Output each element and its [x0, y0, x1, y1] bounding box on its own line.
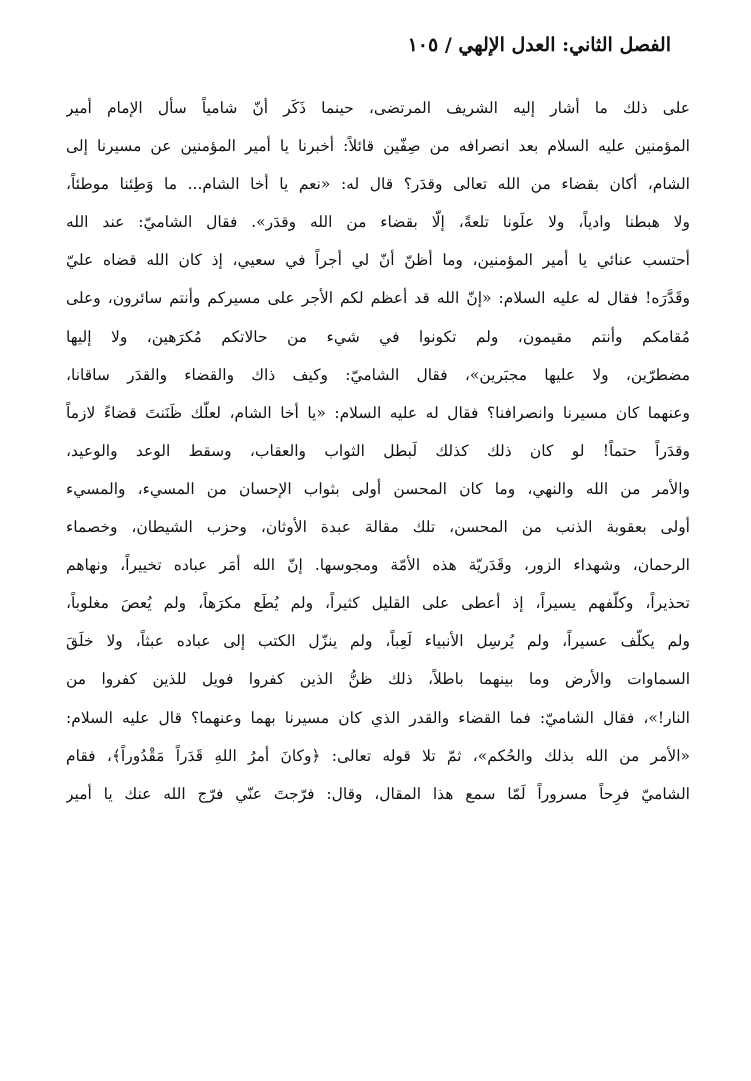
text-line: ولا هبطنا وادياً، ولا علَونا تلعةً، إلّا بقضاء من الله وقدَر». فقال الشاميّ: عند الله [66, 213, 690, 232]
text-line: تحذيراً، وكلّفهم يسيراً، إذ أعطى على القليل كثيراً، ولم يُطَع مكرَهاً، ولم يُعصَ مغلوباً، [66, 594, 690, 613]
body-text [66, 89, 690, 813]
text-line: وقَدَّرَه! فقال له عليه السلام: «إنّ الله قد أعظم لكم الأجر على مسيركم وأنتم سائرون، وعلى [66, 289, 690, 308]
text-line: وعنهما كان مسيرنا وانصرافنا؟ فقال له عليه السلام: «يا أخا الشام، لعلّك ظَنَنتَ قضاءً لازماً [66, 403, 690, 422]
text-line: «الأمر من الله بذلك والحُكم»، ثمّ تلا قوله تعالى: ﴿وكانَ أمرُ اللهِ قَدَراً مَقْدُوراً﴾، فقام [66, 746, 690, 765]
text-line: على ذلك ما أشار إليه الشريف المرتضى، حينما ذَكَر أنّ شامياً سأل الإمام أمير [66, 99, 690, 117]
text-line: وقدَراً حتماً! لو كان ذلك كذلك لَبطل الثواب والعقاب، وسقط الوعد والوعيد، [66, 441, 690, 460]
text-line: المؤمنين عليه السلام بعد انصرافه من صِفّين قائلاً: أخبرنا يا أمير المؤمنين عن مسيرنا إلى [66, 137, 690, 156]
text-line: والأمر من الله والنهي، وما كان المحسن أولى بثواب الإحسان من المسيء، والمسيء [66, 479, 690, 498]
text-line: السماوات والأرض وما بينهما باطلاً، ذلك ظنُّ الذين كفروا فويل للذين كفروا من [66, 670, 690, 689]
running-header: الفصل الثاني: العدل الإلهي / ١٠٥ [407, 34, 671, 56]
text-line: الرحمان، وشهداء الزور، وقَدَريّة هذه الأمّة ومجوسها. إنّ الله أمَر عباده تخييراً، ونهاهم [66, 556, 690, 575]
text-line: مضطرّين، ولا عليها مجبَرين»، فقال الشاميّ: وكيف ذاك والقضاء والقدَر ساقانا، [66, 365, 690, 384]
text-line: أحتسب عنائي يا أمير المؤمنين، وما أظنّ أنّ لي أجراً في سعيي، إذ كان الله قضاه عليّ [66, 251, 690, 270]
text-line: النار!»، فقال الشاميّ: فما القضاء والقدر الذي كان مسيرنا بهما وعنهما؟ قال عليه السلام: [66, 708, 690, 727]
text-line: مُقامكم وأنتم مقيمون، ولم تكونوا في شيء من حالاتكم مُكرَهين، ولا إليها [66, 327, 690, 346]
text-line: الشاميّ فرِحاً مسروراً لَمّا سمع هذا المقال، وقال: فرّجتَ عنّي فرّج الله عنك يا أمير [66, 784, 690, 803]
text-line: أولى بعقوبة الذنب من المحسن، تلك مقالة عبدة الأوثان، وحزب الشيطان، وخصماء [66, 518, 690, 537]
text-line: الشام، أكان بقضاء من الله تعالى وقدَر؟ قال له: «نعم يا أخا الشام... ما وَطِئنا موطئاً، [66, 175, 690, 194]
text-line: ولم يكلّف عسيراً، ولم يُرسِل الأنبياء لَعِباً، ولم ينزّل الكتب إلى عباده عبثاً، ولا خلَقَ [66, 632, 690, 651]
